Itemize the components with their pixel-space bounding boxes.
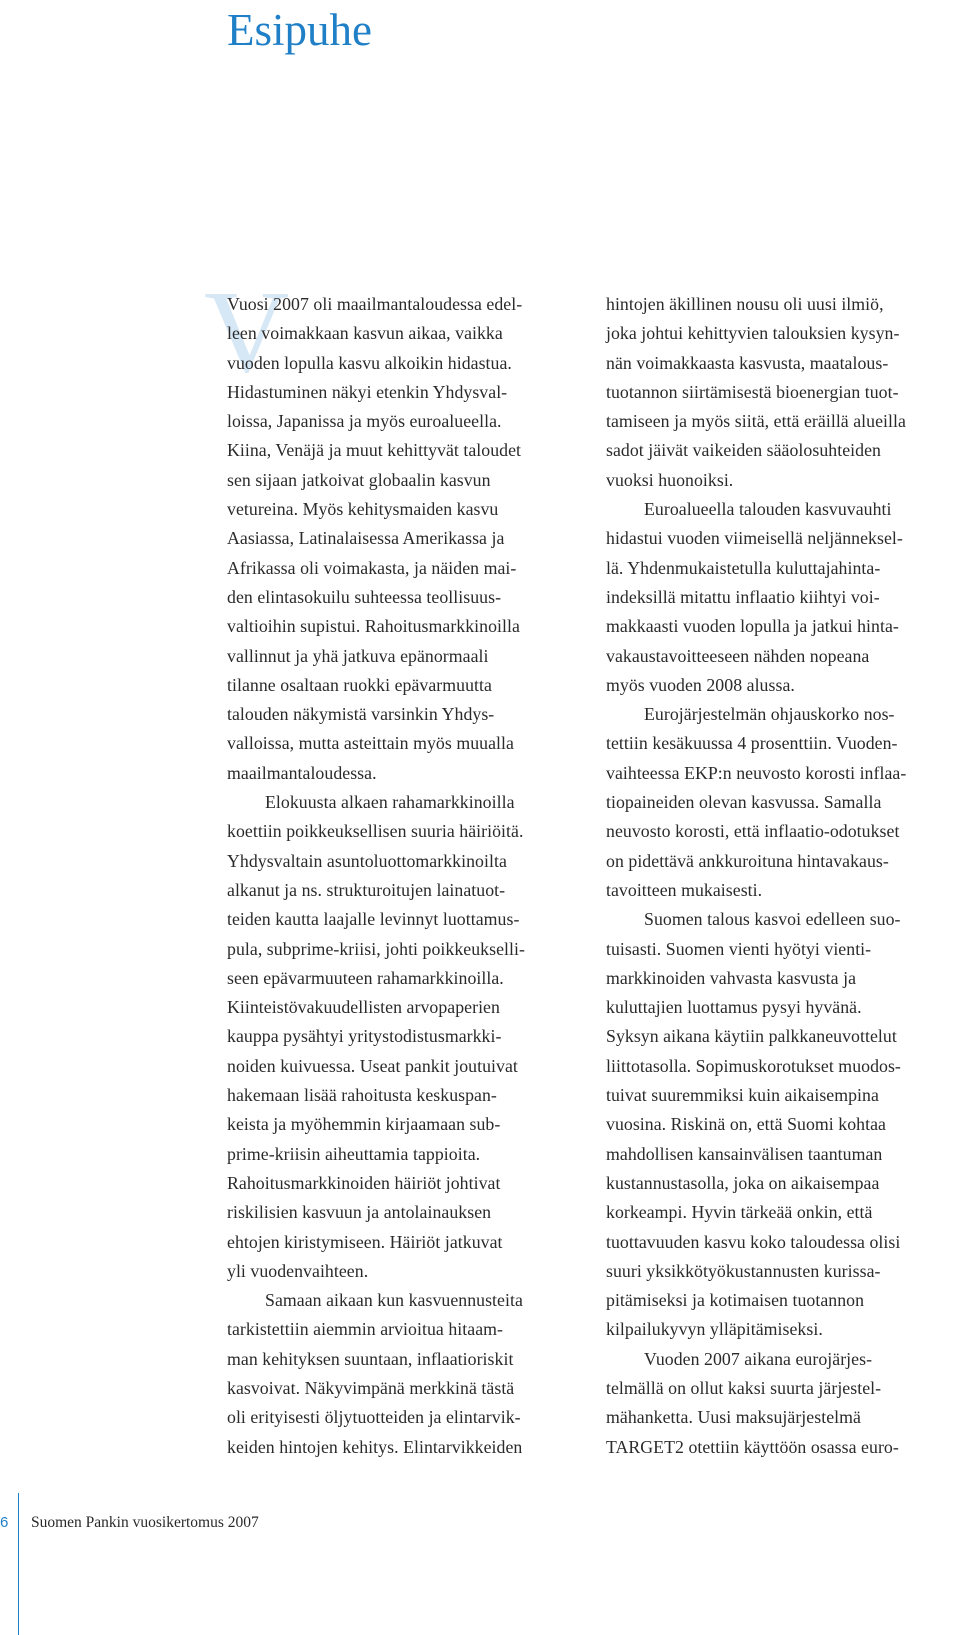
text-line: korkeampi. Hyvin tärkeää onkin, että bbox=[606, 1202, 873, 1223]
text-line: Hidastuminen näkyi etenkin Yhdysval- bbox=[227, 381, 508, 402]
text-line: myös vuoden 2008 alussa. bbox=[606, 674, 795, 695]
text-line: vuoden lopulla kasvu alkoikin hidastua. bbox=[227, 352, 512, 373]
text-line: kilpailukyvyn ylläpitämiseksi. bbox=[606, 1319, 823, 1340]
text-line: Eurojärjestelmän ohjauskorko nos- bbox=[644, 704, 895, 725]
text-line: Kiinteistövakuudellisten arvopaperien bbox=[227, 997, 500, 1018]
text-line: keiden hintojen kehitys. Elintarvikkeiden bbox=[227, 1436, 523, 1457]
text-line: mahdollisen kansainvälisen taantuman bbox=[606, 1143, 883, 1164]
text-line: markkinoiden vahvasta kasvusta ja bbox=[606, 967, 857, 988]
text-line: joka johtui kehittyvien talouksien kysyn- bbox=[606, 323, 900, 344]
text-line: den elintasokuilu suhteessa teollisuus- bbox=[227, 586, 502, 607]
text-line: valloissa, mutta asteittain myös muualla bbox=[227, 733, 514, 754]
text-line: mähanketta. Uusi maksujärjestelmä bbox=[606, 1407, 861, 1428]
text-line: tamiseen ja myös siitä, että eräillä alueilla bbox=[606, 411, 906, 432]
text-line: tarkistettiin aiemmin arvioitua hitaam- bbox=[227, 1319, 503, 1340]
text-line: Afrikassa oli voimakasta, ja näiden mai- bbox=[227, 557, 517, 578]
text-line: vuoksi huonoiksi. bbox=[606, 469, 734, 490]
footer-publication-title: Suomen Pankin vuosikertomus 2007 bbox=[31, 1514, 259, 1531]
text-line: Rahoitusmarkkinoiden häiriöt johtivat bbox=[227, 1172, 501, 1193]
page-number: 6 bbox=[0, 1514, 9, 1531]
text-line: kuluttajien luottamus pysyi hyvänä. bbox=[606, 997, 862, 1018]
text-line: oli erityisesti öljytuotteiden ja elintarvik- bbox=[227, 1407, 521, 1428]
text-line: liittotasolla. Sopimuskorotukset muodos- bbox=[606, 1055, 901, 1076]
text-line: Euroalueella talouden kasvuvauhti bbox=[644, 499, 892, 520]
text-line: sadot jäivät vaikeiden sääolosuhteiden bbox=[606, 440, 881, 461]
text-line: riskilisien kasvuun ja antolainauksen bbox=[227, 1202, 492, 1223]
text-line: lä. Yhdenmukaistetulla kuluttajahinta- bbox=[606, 557, 881, 578]
left-text-column bbox=[227, 290, 577, 1462]
text-line: tuisasti. Suomen vienti hyötyi vienti- bbox=[606, 938, 872, 959]
text-line: hidastui vuoden viimeisellä neljänneksel- bbox=[606, 528, 903, 549]
text-line: man kehityksen suuntaan, inflaatioriskit bbox=[227, 1348, 514, 1369]
text-line: neuvosto korosti, että inflaatio-odotukset bbox=[606, 821, 900, 842]
text-line: tettiin kesäkuussa 4 prosenttiin. Vuoden- bbox=[606, 733, 898, 754]
text-line: tiopaineiden olevan kasvussa. Samalla bbox=[606, 792, 882, 813]
text-line: TARGET2 otettiin käyttöön osassa euro- bbox=[606, 1436, 899, 1457]
text-line: vaihteessa EKP:n neuvosto korosti inflaa- bbox=[606, 762, 907, 783]
footer-divider bbox=[18, 1493, 19, 1635]
page-title: Esipuhe bbox=[227, 5, 372, 55]
text-line: yli vuodenvaihteen. bbox=[227, 1260, 369, 1281]
text-line: Syksyn aikana käytiin palkkaneuvottelut bbox=[606, 1026, 897, 1047]
text-line: vakaustavoitteeseen nähden nopeana bbox=[606, 645, 870, 666]
text-line: hintojen äkillinen nousu oli uusi ilmiö, bbox=[606, 294, 884, 314]
text-line: hakemaan lisää rahoitusta keskuspan- bbox=[227, 1085, 497, 1106]
text-line: noiden kuivuessa. Useat pankit joutuivat bbox=[227, 1055, 518, 1076]
text-line: kustannustasolla, joka on aikaisempaa bbox=[606, 1172, 880, 1193]
text-line: tuotannon siirtämisestä bioenergian tuot- bbox=[606, 381, 899, 402]
text-line: vuosina. Riskinä on, että Suomi kohtaa bbox=[606, 1114, 886, 1135]
text-line: Kiina, Venäjä ja muut kehittyvät taloudet bbox=[227, 440, 522, 461]
text-line: makkaasti vuoden lopulla ja jatkui hinta- bbox=[606, 616, 899, 637]
text-line: pitämiseksi ja kotimaisen tuotannon bbox=[606, 1290, 865, 1311]
text-line: loissa, Japanissa ja myös euroalueella. bbox=[227, 411, 502, 432]
text-line: Samaan aikaan kun kasvuennusteita bbox=[265, 1290, 523, 1311]
text-line: kasvoivat. Näkyvimpänä merkkinä tästä bbox=[227, 1377, 515, 1398]
text-line: Vuoden 2007 aikana eurojärjes- bbox=[644, 1348, 873, 1369]
text-line: vetureina. Myös kehitysmaiden kasvu bbox=[227, 499, 499, 520]
text-line: indeksillä mitattu inflaatio kiihtyi voi- bbox=[606, 586, 880, 607]
text-line: teiden kautta laajalle levinnyt luottamus- bbox=[227, 909, 520, 930]
text-line: tilanne osaltaan ruokki epävarmuutta bbox=[227, 674, 492, 695]
text-line: keista ja myöhemmin kirjaamaan sub- bbox=[227, 1114, 501, 1135]
text-line: telmällä on ollut kaksi suurta järjestel- bbox=[606, 1377, 882, 1398]
text-line: kauppa pysähtyi yritystodistusmarkki- bbox=[227, 1026, 502, 1047]
text-line: sen sijaan jatkoivat globaalin kasvun bbox=[227, 469, 491, 490]
text-line: prime-kriisin aiheuttamia tappioita. bbox=[227, 1143, 481, 1164]
text-line: tuivat suuremmiksi kuin aikaisempina bbox=[606, 1085, 879, 1106]
drop-cap-letter: V bbox=[204, 266, 290, 397]
text-line: Yhdysvaltain asuntoluottomarkkinoilta bbox=[227, 850, 507, 871]
text-line: on pidettävä ankkuroituna hintavakaus- bbox=[606, 850, 889, 871]
text-line: pula, subprime-kriisi, johti poikkeukselli- bbox=[227, 938, 525, 959]
text-line: Aasiassa, Latinalaisessa Amerikassa ja bbox=[227, 528, 505, 549]
right-text-column bbox=[606, 290, 956, 1462]
text-line: tavoitteen mukaisesti. bbox=[606, 879, 763, 900]
text-line: alkanut ja ns. strukturoitujen lainatuot- bbox=[227, 879, 506, 900]
text-line: seen epävarmuuteen rahamarkkinoilla. bbox=[227, 967, 504, 988]
text-line: Vuosi 2007 oli maailmantaloudessa edel- bbox=[227, 294, 523, 314]
text-line: nän voimakkaasta kasvusta, maatalous- bbox=[606, 352, 889, 373]
text-line: ehtojen kiristymiseen. Häiriöt jatkuvat bbox=[227, 1231, 503, 1252]
text-line: leen voimakkaan kasvun aikaa, vaikka bbox=[227, 323, 503, 344]
text-line: tuottavuuden kasvu koko taloudessa olisi bbox=[606, 1231, 901, 1252]
text-line: suuri yksikkötyökustannusten kurissa- bbox=[606, 1260, 881, 1281]
text-line: Elokuusta alkaen rahamarkkinoilla bbox=[265, 792, 515, 813]
text-line: talouden näkymistä varsinkin Yhdys- bbox=[227, 704, 495, 725]
text-line: valtioihin supistui. Rahoitusmarkkinoilla bbox=[227, 616, 520, 637]
text-line: maailmantaloudessa. bbox=[227, 762, 377, 783]
text-line: Suomen talous kasvoi edelleen suo- bbox=[644, 909, 901, 930]
text-line: vallinnut ja yhä jatkuva epänormaali bbox=[227, 645, 489, 666]
text-line: koettiin poikkeuksellisen suuria häiriöitä. bbox=[227, 821, 524, 842]
